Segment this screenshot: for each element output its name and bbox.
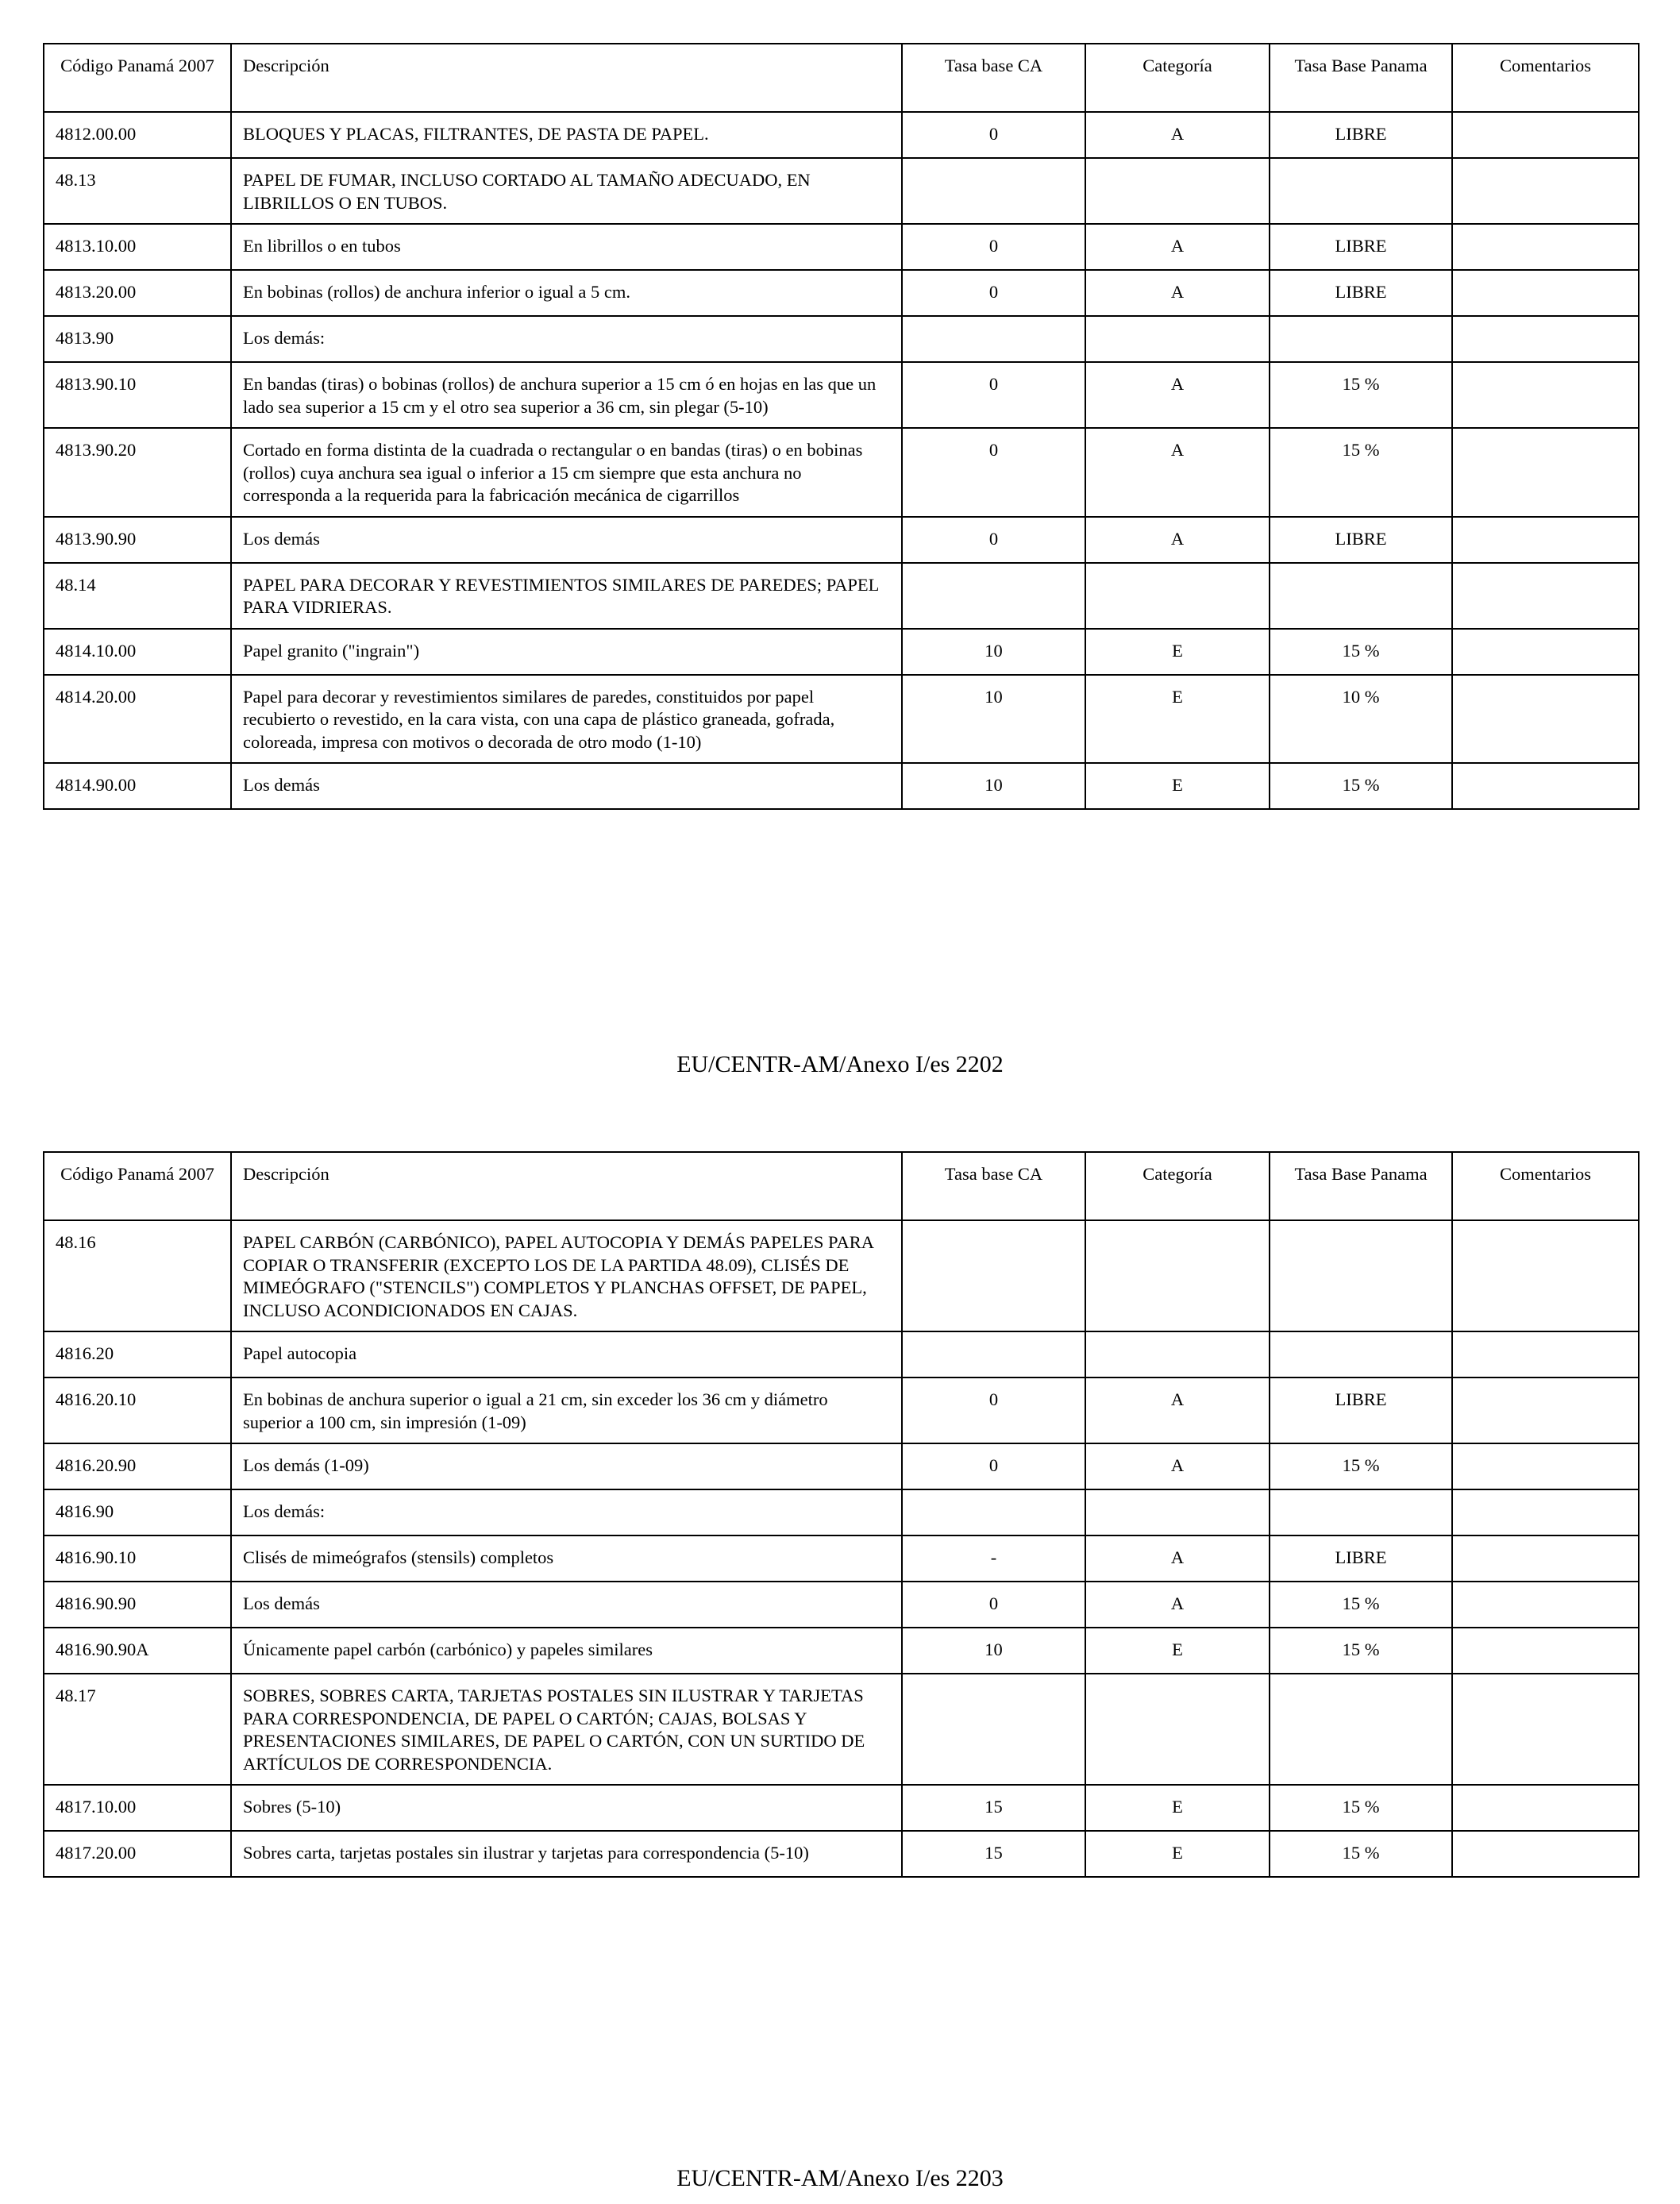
header-base-rate-panama: Tasa Base Panama [1270, 1152, 1452, 1220]
cell-comments [1452, 517, 1639, 563]
table-row [44, 1785, 1639, 1831]
cell-code: 4816.20.10 [44, 1378, 231, 1443]
cell-comments [1452, 428, 1639, 517]
table-row [44, 316, 1639, 362]
cell-base-rate-ca [902, 563, 1085, 629]
cell-category: A [1085, 428, 1270, 517]
table-row [44, 270, 1639, 316]
header-base-rate-ca: Tasa base CA [902, 1152, 1085, 1220]
table-row [44, 563, 1639, 629]
cell-category: E [1085, 1785, 1270, 1831]
header-comments: Comentarios [1452, 44, 1639, 112]
cell-description: En bobinas de anchura superior o igual a 21 cm, sin exceder los 36 cm y diámetro superior a 100 cm, sin impresión (1-09) [231, 1378, 902, 1443]
cell-category: A [1085, 1378, 1270, 1443]
header-description: Descripción [231, 44, 902, 112]
cell-description: Los demás [231, 1582, 902, 1628]
cell-category: A [1085, 112, 1270, 158]
table-row [44, 1378, 1639, 1443]
table-body [44, 112, 1639, 809]
table-row [44, 1220, 1639, 1331]
cell-base-rate-panama [1270, 316, 1452, 362]
cell-code: 48.13 [44, 158, 231, 224]
cell-base-rate-ca: 10 [902, 763, 1085, 809]
cell-description: Únicamente papel carbón (carbónico) y papeles similares [231, 1628, 902, 1674]
table-row [44, 763, 1639, 809]
page-footer: EU/CENTR-AM/Anexo I/es 2202 [676, 1051, 1004, 1077]
cell-base-rate-panama: 15 % [1270, 1582, 1452, 1628]
cell-base-rate-panama: 15 % [1270, 1785, 1452, 1831]
cell-base-rate-ca: 10 [902, 1628, 1085, 1674]
table-row [44, 1674, 1639, 1785]
table-row [44, 1443, 1639, 1489]
cell-category: E [1085, 763, 1270, 809]
cell-code: 4816.90.90A [44, 1628, 231, 1674]
cell-base-rate-panama [1270, 563, 1452, 629]
header-comments: Comentarios [1452, 1152, 1639, 1220]
cell-base-rate-ca: 0 [902, 224, 1085, 270]
header-category: Categoría [1085, 44, 1270, 112]
cell-code: 4816.90.10 [44, 1535, 231, 1582]
cell-base-rate-panama: 15 % [1270, 362, 1452, 428]
cell-comments [1452, 1443, 1639, 1489]
cell-base-rate-ca: 0 [902, 362, 1085, 428]
cell-base-rate-panama: LIBRE [1270, 270, 1452, 316]
cell-category: A [1085, 362, 1270, 428]
cell-category [1085, 563, 1270, 629]
cell-description: En librillos o en tubos [231, 224, 902, 270]
cell-category: E [1085, 675, 1270, 764]
cell-category: E [1085, 1831, 1270, 1877]
table-row [44, 428, 1639, 517]
cell-base-rate-ca: 15 [902, 1785, 1085, 1831]
cell-base-rate-ca: 0 [902, 1443, 1085, 1489]
cell-base-rate-panama [1270, 1489, 1452, 1535]
cell-comments [1452, 158, 1639, 224]
cell-description: Los demás (1-09) [231, 1443, 902, 1489]
header-description: Descripción [231, 1152, 902, 1220]
cell-comments [1452, 629, 1639, 675]
cell-comments [1452, 316, 1639, 362]
cell-code: 4817.20.00 [44, 1831, 231, 1877]
table-row [44, 675, 1639, 764]
table-row [44, 224, 1639, 270]
cell-base-rate-panama: LIBRE [1270, 112, 1452, 158]
cell-comments [1452, 563, 1639, 629]
cell-description: Clisés de mimeógrafos (stensils) completos [231, 1535, 902, 1582]
cell-code: 48.17 [44, 1674, 231, 1785]
table-row [44, 158, 1639, 224]
cell-code: 4813.90.90 [44, 517, 231, 563]
cell-description: PAPEL DE FUMAR, INCLUSO CORTADO AL TAMAÑO ADECUADO, EN LIBRILLOS O EN TUBOS. [231, 158, 902, 224]
cell-description: Papel para decorar y revestimientos similares de paredes, constituidos por papel recubierto o revestido, en la cara vista, con una capa de plástico graneada, gofrada, coloreada, impresa con motivos o decorada de otro modo (1-10) [231, 675, 902, 764]
cell-base-rate-panama: 15 % [1270, 1443, 1452, 1489]
table-row [44, 1489, 1639, 1535]
cell-base-rate-panama [1270, 1674, 1452, 1785]
cell-code: 4813.90 [44, 316, 231, 362]
table-body [44, 1220, 1639, 1877]
cell-comments [1452, 1331, 1639, 1378]
cell-comments [1452, 1378, 1639, 1443]
table-row [44, 1582, 1639, 1628]
cell-category [1085, 1674, 1270, 1785]
cell-description: En bandas (tiras) o bobinas (rollos) de anchura superior a 15 cm ó en hojas en las que un lado sea superior a 15 cm y el otro sea superior a 36 cm, sin plegar (5-10) [231, 362, 902, 428]
header-row [44, 1152, 1639, 1220]
cell-description: Sobres carta, tarjetas postales sin ilustrar y tarjetas para correspondencia (5-10) [231, 1831, 902, 1877]
cell-category: E [1085, 1628, 1270, 1674]
cell-base-rate-panama: 15 % [1270, 763, 1452, 809]
cell-base-rate-panama [1270, 1331, 1452, 1378]
table-row [44, 362, 1639, 428]
cell-category [1085, 1331, 1270, 1378]
tariff-table-top [43, 43, 1640, 810]
cell-comments [1452, 1628, 1639, 1674]
page-footer: EU/CENTR-AM/Anexo I/es 2203 [676, 2165, 1004, 2191]
cell-description: Papel granito ("ingrain") [231, 629, 902, 675]
cell-description: SOBRES, SOBRES CARTA, TARJETAS POSTALES SIN ILUSTRAR Y TARJETAS PARA CORRESPONDENCIA, DE PAPEL O CARTÓN; CAJAS, BOLSAS Y PRESENTACIONES SIMILARES, DE PAPEL O CARTÓN, CON UN SURTIDO DE ARTÍCULOS DE CORRESPONDENCIA. [231, 1674, 902, 1785]
header-base-rate-panama: Tasa Base Panama [1270, 44, 1452, 112]
cell-base-rate-ca [902, 1220, 1085, 1331]
cell-code: 4814.20.00 [44, 675, 231, 764]
cell-code: 4813.20.00 [44, 270, 231, 316]
cell-base-rate-ca: 15 [902, 1831, 1085, 1877]
cell-code: 48.14 [44, 563, 231, 629]
cell-base-rate-ca: 0 [902, 270, 1085, 316]
cell-code: 4812.00.00 [44, 112, 231, 158]
table-row [44, 629, 1639, 675]
cell-base-rate-panama: 15 % [1270, 1628, 1452, 1674]
cell-category [1085, 316, 1270, 362]
cell-description: En bobinas (rollos) de anchura inferior o igual a 5 cm. [231, 270, 902, 316]
cell-description: Cortado en forma distinta de la cuadrada o rectangular o en bandas (tiras) o en bobinas (rollos) cuya anchura sea igual o inferior a 15 cm siempre que esta anchura no corresponda a la requerida para la fabricación mecánica de cigarrillos [231, 428, 902, 517]
table-row [44, 517, 1639, 563]
cell-base-rate-ca [902, 316, 1085, 362]
tariff-table-bottom [43, 1151, 1640, 1878]
cell-comments [1452, 362, 1639, 428]
header-code: Código Panamá 2007 [44, 1152, 231, 1220]
header-row [44, 44, 1639, 112]
cell-comments [1452, 1535, 1639, 1582]
cell-code: 48.16 [44, 1220, 231, 1331]
cell-description: PAPEL CARBÓN (CARBÓNICO), PAPEL AUTOCOPIA Y DEMÁS PAPELES PARA COPIAR O TRANSFERIR (EXCEPTO LOS DE LA PARTIDA 48.09), CLISÉS DE MIMEÓGRAFO ("STENCILS") COMPLETOS Y PLANCHAS OFFSET, DE PAPEL, INCLUSO ACONDICIONADOS EN CAJAS. [231, 1220, 902, 1331]
cell-code: 4816.20.90 [44, 1443, 231, 1489]
cell-comments [1452, 224, 1639, 270]
header-base-rate-ca: Tasa base CA [902, 44, 1085, 112]
cell-base-rate-ca: 0 [902, 428, 1085, 517]
cell-comments [1452, 763, 1639, 809]
cell-category: A [1085, 517, 1270, 563]
cell-code: 4816.20 [44, 1331, 231, 1378]
cell-base-rate-ca: - [902, 1535, 1085, 1582]
cell-code: 4813.90.10 [44, 362, 231, 428]
cell-base-rate-ca [902, 1674, 1085, 1785]
cell-description: PAPEL PARA DECORAR Y REVESTIMIENTOS SIMILARES DE PAREDES; PAPEL PARA VIDRIERAS. [231, 563, 902, 629]
table-row [44, 1628, 1639, 1674]
cell-base-rate-panama [1270, 158, 1452, 224]
cell-base-rate-panama: LIBRE [1270, 1535, 1452, 1582]
header-category: Categoría [1085, 1152, 1270, 1220]
table-row [44, 1831, 1639, 1877]
cell-code: 4816.90 [44, 1489, 231, 1535]
cell-base-rate-ca [902, 158, 1085, 224]
cell-base-rate-panama: LIBRE [1270, 224, 1452, 270]
cell-description: Los demás: [231, 316, 902, 362]
cell-description: Los demás: [231, 1489, 902, 1535]
cell-base-rate-ca [902, 1489, 1085, 1535]
cell-description: BLOQUES Y PLACAS, FILTRANTES, DE PASTA DE PAPEL. [231, 112, 902, 158]
cell-code: 4814.90.00 [44, 763, 231, 809]
cell-code: 4814.10.00 [44, 629, 231, 675]
cell-base-rate-panama: LIBRE [1270, 517, 1452, 563]
cell-base-rate-ca: 0 [902, 517, 1085, 563]
cell-base-rate-panama [1270, 1220, 1452, 1331]
cell-comments [1452, 1674, 1639, 1785]
cell-category: A [1085, 1535, 1270, 1582]
cell-base-rate-ca [902, 1331, 1085, 1378]
cell-code: 4813.10.00 [44, 224, 231, 270]
cell-category: A [1085, 224, 1270, 270]
cell-comments [1452, 675, 1639, 764]
cell-base-rate-panama: 10 % [1270, 675, 1452, 764]
table-row [44, 112, 1639, 158]
cell-description: Sobres (5-10) [231, 1785, 902, 1831]
cell-code: 4817.10.00 [44, 1785, 231, 1831]
table-row [44, 1331, 1639, 1378]
cell-base-rate-panama: 15 % [1270, 428, 1452, 517]
cell-comments [1452, 1582, 1639, 1628]
cell-category: E [1085, 629, 1270, 675]
cell-comments [1452, 270, 1639, 316]
cell-comments [1452, 1489, 1639, 1535]
cell-description: Los demás [231, 763, 902, 809]
cell-category [1085, 1220, 1270, 1331]
table-row [44, 1535, 1639, 1582]
cell-description: Los demás [231, 517, 902, 563]
cell-category: A [1085, 1582, 1270, 1628]
cell-base-rate-ca: 10 [902, 629, 1085, 675]
cell-code: 4813.90.20 [44, 428, 231, 517]
cell-base-rate-panama: LIBRE [1270, 1378, 1452, 1443]
cell-base-rate-ca: 0 [902, 1378, 1085, 1443]
cell-base-rate-ca: 10 [902, 675, 1085, 764]
cell-base-rate-ca: 0 [902, 112, 1085, 158]
cell-base-rate-panama: 15 % [1270, 629, 1452, 675]
cell-category [1085, 1489, 1270, 1535]
cell-comments [1452, 112, 1639, 158]
cell-base-rate-ca: 0 [902, 1582, 1085, 1628]
cell-comments [1452, 1785, 1639, 1831]
cell-category: A [1085, 1443, 1270, 1489]
cell-base-rate-panama: 15 % [1270, 1831, 1452, 1877]
cell-description: Papel autocopia [231, 1331, 902, 1378]
cell-comments [1452, 1220, 1639, 1331]
cell-comments [1452, 1831, 1639, 1877]
cell-category [1085, 158, 1270, 224]
header-code: Código Panamá 2007 [44, 44, 231, 112]
cell-category: A [1085, 270, 1270, 316]
cell-code: 4816.90.90 [44, 1582, 231, 1628]
